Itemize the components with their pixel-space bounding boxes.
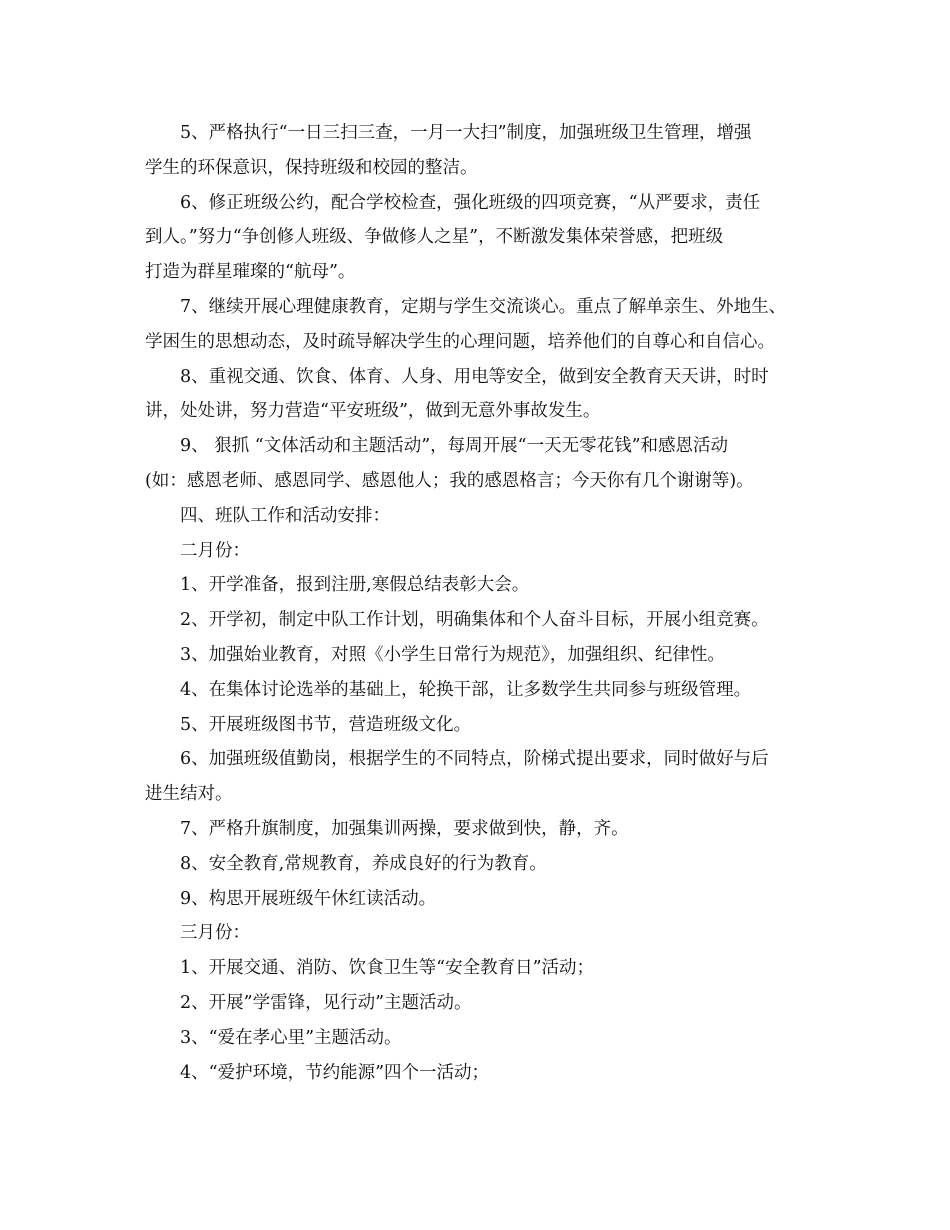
list-item: 9、构思开展班级午休红读活动。 <box>180 888 437 909</box>
list-item: 5、开展班级图书节，营造班级文化。 <box>180 714 472 735</box>
paragraph-line: 9、 狠抓 “文体活动和主题活动”，每周开展“一天无零花钱”和感恩活动 <box>180 436 729 457</box>
paragraph-line: 讲，处处讲，努力营造“平安班级”，做到无意外事故发生。 <box>145 401 601 422</box>
paragraph-line: 学生的环保意识，保持班级和校园的整洁。 <box>145 157 478 178</box>
list-item-continuation: 进生结对。 <box>145 784 233 805</box>
paragraph-line: 8、重视交通、饮食、体育、人身、用电等安全，做到安全教育天天讲，时时 <box>180 366 769 387</box>
list-item: 6、加强班级值勤岗，根据学生的不同特点，阶梯式提出要求，同时做好与后 <box>180 749 769 770</box>
list-item: 4、在集体讨论选举的基础上，轮换干部，让多数学生共同参与班级管理。 <box>180 679 752 700</box>
document-body <box>145 116 825 1090</box>
list-item: 8、安全教育,常规教育，养成良好的行为教育。 <box>180 853 547 874</box>
paragraph-line: (如：感恩老师、感恩同学、感恩他人；我的感恩格言；今天你有几个谢谢等)。 <box>145 470 754 491</box>
list-item: 1、开展交通、消防、饮食卫生等“安全教育日”活动； <box>180 958 595 979</box>
list-item: 7、严格升旗制度，加强集训两操，要求做到快，静，齐。 <box>180 818 629 839</box>
list-item: 1、开学准备，报到注册,寒假总结表彰大会。 <box>180 575 530 596</box>
paragraph-line: 到人。”努力“争创修人班级、争做修人之星”，不断激发集体荣誉感，把班级 <box>145 227 724 248</box>
paragraph-line: 打造为群星璀璨的“航母”。 <box>145 262 356 283</box>
paragraph-line: 5、严格执行“一日三扫三查，一月一大扫”制度，加强班级卫生管理，增强 <box>180 123 752 143</box>
paragraph-line: 7、继续开展心理健康教育，定期与学生交流谈心。重点了解单亲生、外地生、 <box>180 296 787 317</box>
list-item: 3、“爱在孝心里”主题活动。 <box>180 1027 402 1048</box>
list-item: 3、加强始业教育，对照《小学生日常行为规范》，加强组织、纪律性。 <box>180 644 725 665</box>
section-heading: 四、班队工作和活动安排： <box>180 505 390 526</box>
paragraph-line: 学困生的思想动态，及时疏导解决学生的心理问题，培养他们的自尊心和自信心。 <box>145 331 775 352</box>
list-item: 2、开学初，制定中队工作计划，明确集体和个人奋斗目标，开展小组竞赛。 <box>180 610 769 631</box>
paragraph-line: 6、修正班级公约，配合学校检查，强化班级的四项竞赛，“从严要求，责任 <box>180 192 761 213</box>
list-item: 2、开展”学雷锋，见行动”主题活动。 <box>180 992 472 1013</box>
month-heading: 二月份： <box>180 540 250 561</box>
list-item: 4、“爱护环境，节约能源”四个一活动； <box>180 1062 490 1083</box>
month-heading: 三月份： <box>180 923 250 944</box>
